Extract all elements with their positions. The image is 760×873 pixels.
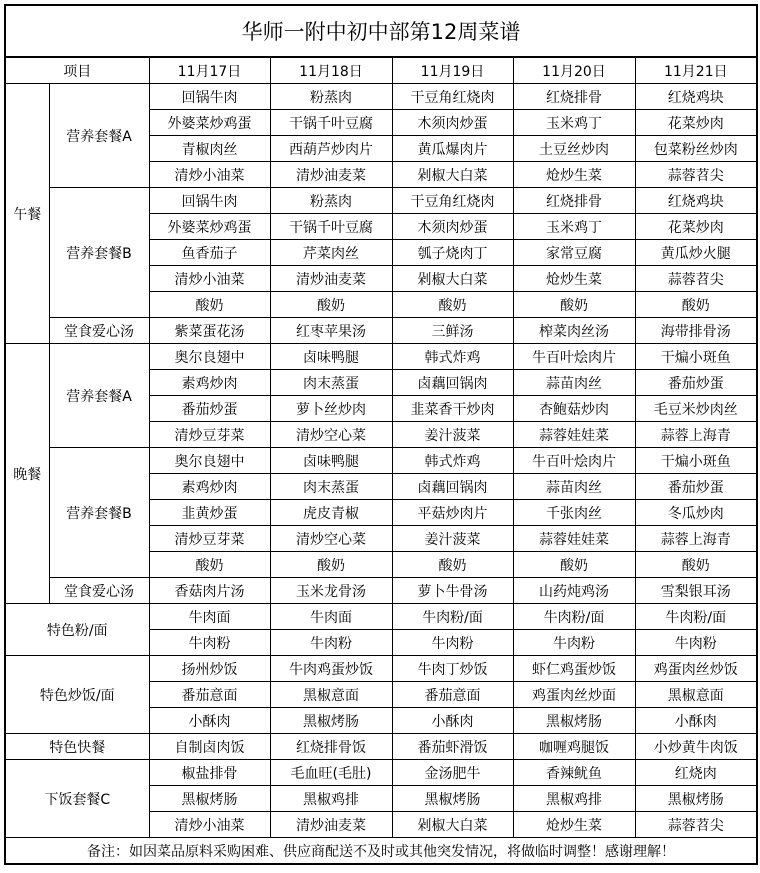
dish-cell: 三鲜汤 <box>392 318 513 344</box>
dish-cell: 牛肉鸡蛋炒饭 <box>270 656 392 682</box>
dish-cell: 瓠子烧肉丁 <box>392 240 513 266</box>
dish-cell: 清炒小油菜 <box>149 162 270 188</box>
dish-cell: 韩式炸鸡 <box>392 344 513 370</box>
dish-cell: 奥尔良翅中 <box>149 344 270 370</box>
set-label: 营养套餐A <box>49 84 149 188</box>
dish-cell: 西葫芦炒肉片 <box>270 136 392 162</box>
dish-cell: 清炒空心菜 <box>270 422 392 448</box>
dish-cell: 蒜蓉娃娃菜 <box>513 526 635 552</box>
set-label: 营养套餐A <box>49 344 149 448</box>
dish-cell: 牛肉面 <box>149 604 270 630</box>
category-label: 特色快餐 <box>5 734 149 760</box>
dish-cell: 黄瓜爆肉片 <box>392 136 513 162</box>
dish-cell: 清炒油麦菜 <box>270 162 392 188</box>
dish-cell: 牛肉丁炒饭 <box>392 656 513 682</box>
dish-cell: 炝炒生菜 <box>513 162 635 188</box>
dish-cell: 番茄意面 <box>149 682 270 708</box>
weekly-menu-table <box>4 4 758 865</box>
dish-cell: 玉米龙骨汤 <box>270 578 392 604</box>
dish-cell: 回锅牛肉 <box>149 188 270 214</box>
dish-cell: 牛肉粉/面 <box>513 604 635 630</box>
dish-cell: 酸奶 <box>270 292 392 318</box>
dish-cell: 玉米鸡丁 <box>513 214 635 240</box>
dish-cell: 素鸡炒肉 <box>149 370 270 396</box>
dish-cell: 紫菜蛋花汤 <box>149 318 270 344</box>
dish-cell: 毛豆米炒肉丝 <box>635 396 757 422</box>
dish-cell: 鸡蛋肉丝炒面 <box>513 682 635 708</box>
dish-cell: 海带排骨汤 <box>635 318 757 344</box>
table-row <box>5 734 757 760</box>
dish-cell: 干豆角红烧肉 <box>392 84 513 110</box>
dish-cell: 毛血旺(毛肚) <box>270 760 392 786</box>
dish-cell: 椒盐排骨 <box>149 760 270 786</box>
header-date: 11月20日 <box>513 57 635 84</box>
dish-cell: 干煸小斑鱼 <box>635 344 757 370</box>
dish-cell: 韭黄炒蛋 <box>149 500 270 526</box>
dish-cell: 肉末蒸蛋 <box>270 370 392 396</box>
dish-cell: 山药炖鸡汤 <box>513 578 635 604</box>
menu-title: 华师一附中初中部第12周菜谱 <box>5 5 757 57</box>
dish-cell: 鱼香茄子 <box>149 240 270 266</box>
dish-cell: 蒜苗肉丝 <box>513 370 635 396</box>
dish-cell: 千张肉丝 <box>513 500 635 526</box>
dish-cell: 黑椒烤肠 <box>149 786 270 812</box>
meal-label: 晚餐 <box>5 344 49 604</box>
dish-cell: 蒜蓉娃娃菜 <box>513 422 635 448</box>
dish-cell: 黑椒鸡排 <box>513 786 635 812</box>
dish-cell: 酸奶 <box>392 292 513 318</box>
dish-cell: 剁椒大白菜 <box>392 266 513 292</box>
dish-cell: 清炒豆芽菜 <box>149 422 270 448</box>
dish-cell: 虎皮青椒 <box>270 500 392 526</box>
dish-cell: 小酥肉 <box>149 708 270 734</box>
note-text: 备注：如因菜品原料采购困难、供应商配送不及时或其他突发情况，将做临时调整！感谢理解！ <box>5 838 757 865</box>
dish-cell: 清炒油麦菜 <box>270 266 392 292</box>
dish-cell: 黑椒意面 <box>270 682 392 708</box>
dish-cell: 牛肉粉/面 <box>392 604 513 630</box>
dish-cell: 牛肉粉 <box>149 630 270 656</box>
dish-cell: 香菇肉片汤 <box>149 578 270 604</box>
set-label: 堂食爱心汤 <box>49 318 149 344</box>
dish-cell: 番茄意面 <box>392 682 513 708</box>
dish-cell: 芹菜肉丝 <box>270 240 392 266</box>
dish-cell: 酸奶 <box>635 552 757 578</box>
dish-cell: 韭菜香干炒肉 <box>392 396 513 422</box>
dish-cell: 粉蒸肉 <box>270 188 392 214</box>
dish-cell: 蒜苗肉丝 <box>513 474 635 500</box>
dish-cell: 干豆角红烧肉 <box>392 188 513 214</box>
dish-cell: 黑椒鸡排 <box>270 786 392 812</box>
dish-cell: 外婆菜炒鸡蛋 <box>149 110 270 136</box>
dish-cell: 黑椒烤肠 <box>513 708 635 734</box>
dish-cell: 黑椒烤肠 <box>392 786 513 812</box>
category-label: 特色粉/面 <box>5 604 149 656</box>
dish-cell: 红烧肉 <box>635 760 757 786</box>
meal-label: 午餐 <box>5 84 49 344</box>
dish-cell: 小炒黄牛肉饭 <box>635 734 757 760</box>
table-row <box>5 760 757 786</box>
set-label: 营养套餐B <box>49 448 149 578</box>
dish-cell: 家常豆腐 <box>513 240 635 266</box>
dish-cell: 清炒油麦菜 <box>270 812 392 838</box>
category-label: 特色炒饭/面 <box>5 656 149 734</box>
dish-cell: 青椒肉丝 <box>149 136 270 162</box>
dish-cell: 卤藕回锅肉 <box>392 370 513 396</box>
dish-cell: 鸡蛋肉丝炒饭 <box>635 656 757 682</box>
dish-cell: 小酥肉 <box>635 708 757 734</box>
dish-cell: 卤味鸭腿 <box>270 448 392 474</box>
dish-cell: 肉末蒸蛋 <box>270 474 392 500</box>
dish-cell: 黑椒意面 <box>635 682 757 708</box>
note-row <box>5 838 757 865</box>
dish-cell: 牛百叶烩肉片 <box>513 448 635 474</box>
header-date: 11月17日 <box>149 57 270 84</box>
dish-cell: 牛肉面 <box>270 604 392 630</box>
header-item: 项目 <box>5 57 149 84</box>
dish-cell: 卤藕回锅肉 <box>392 474 513 500</box>
dish-cell: 雪梨银耳汤 <box>635 578 757 604</box>
dish-cell: 酸奶 <box>635 292 757 318</box>
dish-cell: 木须肉炒蛋 <box>392 214 513 240</box>
dish-cell: 回锅牛肉 <box>149 84 270 110</box>
header-row <box>5 57 757 84</box>
dish-cell: 清炒空心菜 <box>270 526 392 552</box>
dish-cell: 花菜炒肉 <box>635 110 757 136</box>
table-row <box>5 656 757 682</box>
dish-cell: 牛百叶烩肉片 <box>513 344 635 370</box>
dish-cell: 自制卤肉饭 <box>149 734 270 760</box>
table-row <box>5 578 757 604</box>
dish-cell: 蒜蓉上海青 <box>635 526 757 552</box>
dish-cell: 木须肉炒蛋 <box>392 110 513 136</box>
dish-cell: 小酥肉 <box>392 708 513 734</box>
dish-cell: 蒜蓉苕尖 <box>635 812 757 838</box>
dish-cell: 炝炒生菜 <box>513 812 635 838</box>
dish-cell: 炝炒生菜 <box>513 266 635 292</box>
dish-cell: 剁椒大白菜 <box>392 162 513 188</box>
dish-cell: 外婆菜炒鸡蛋 <box>149 214 270 240</box>
dish-cell: 杏鲍菇炒肉 <box>513 396 635 422</box>
dish-cell: 蒜蓉苕尖 <box>635 266 757 292</box>
dish-cell: 花菜炒肉 <box>635 214 757 240</box>
dish-cell: 粉蒸肉 <box>270 84 392 110</box>
dish-cell: 平菇炒肉片 <box>392 500 513 526</box>
table-row <box>5 448 757 474</box>
set-label: 营养套餐B <box>49 188 149 318</box>
dish-cell: 番茄炒蛋 <box>635 474 757 500</box>
dish-cell: 酸奶 <box>149 552 270 578</box>
dish-cell: 姜汁菠菜 <box>392 526 513 552</box>
dish-cell: 牛肉粉 <box>392 630 513 656</box>
dish-cell: 奥尔良翅中 <box>149 448 270 474</box>
dish-cell: 黑椒烤肠 <box>270 708 392 734</box>
dish-cell: 包菜粉丝炒肉 <box>635 136 757 162</box>
dish-cell: 土豆丝炒肉 <box>513 136 635 162</box>
set-label: 堂食爱心汤 <box>49 578 149 604</box>
table-row <box>5 604 757 630</box>
dish-cell: 干煸小斑鱼 <box>635 448 757 474</box>
dish-cell: 牛肉粉 <box>513 630 635 656</box>
dish-cell: 酸奶 <box>513 552 635 578</box>
dish-cell: 素鸡炒肉 <box>149 474 270 500</box>
category-label: 下饭套餐C <box>5 760 149 838</box>
dish-cell: 红烧鸡块 <box>635 188 757 214</box>
dish-cell: 酸奶 <box>270 552 392 578</box>
dish-cell: 剁椒大白菜 <box>392 812 513 838</box>
dish-cell: 牛肉粉/面 <box>635 604 757 630</box>
dish-cell: 萝卜丝炒肉 <box>270 396 392 422</box>
header-date: 11月18日 <box>270 57 392 84</box>
dish-cell: 干锅千叶豆腐 <box>270 214 392 240</box>
dish-cell: 酸奶 <box>149 292 270 318</box>
dish-cell: 韩式炸鸡 <box>392 448 513 474</box>
dish-cell: 清炒豆芽菜 <box>149 526 270 552</box>
table-row <box>5 84 757 110</box>
dish-cell: 红烧排骨 <box>513 188 635 214</box>
table-row <box>5 318 757 344</box>
dish-cell: 番茄虾滑饭 <box>392 734 513 760</box>
table-row <box>5 188 757 214</box>
dish-cell: 酸奶 <box>392 552 513 578</box>
dish-cell: 咖喱鸡腿饭 <box>513 734 635 760</box>
dish-cell: 红烧鸡块 <box>635 84 757 110</box>
dish-cell: 玉米鸡丁 <box>513 110 635 136</box>
dish-cell: 红烧排骨饭 <box>270 734 392 760</box>
dish-cell: 萝卜牛骨汤 <box>392 578 513 604</box>
dish-cell: 红枣苹果汤 <box>270 318 392 344</box>
dish-cell: 姜汁菠菜 <box>392 422 513 448</box>
dish-cell: 干锅千叶豆腐 <box>270 110 392 136</box>
dish-cell: 黑椒烤肠 <box>635 786 757 812</box>
dish-cell: 酸奶 <box>513 292 635 318</box>
dish-cell: 牛肉粉 <box>270 630 392 656</box>
table-row <box>5 344 757 370</box>
dish-cell: 金汤肥牛 <box>392 760 513 786</box>
dish-cell: 榨菜肉丝汤 <box>513 318 635 344</box>
dish-cell: 清炒小油菜 <box>149 266 270 292</box>
dish-cell: 蒜蓉上海青 <box>635 422 757 448</box>
dish-cell: 番茄炒蛋 <box>635 370 757 396</box>
dish-cell: 红烧排骨 <box>513 84 635 110</box>
dish-cell: 黄瓜炒火腿 <box>635 240 757 266</box>
dish-cell: 番茄炒蛋 <box>149 396 270 422</box>
dish-cell: 蒜蓉苕尖 <box>635 162 757 188</box>
header-date: 11月19日 <box>392 57 513 84</box>
dish-cell: 香辣鱿鱼 <box>513 760 635 786</box>
dish-cell: 清炒小油菜 <box>149 812 270 838</box>
dish-cell: 冬瓜炒肉 <box>635 500 757 526</box>
dish-cell: 扬州炒饭 <box>149 656 270 682</box>
header-date: 11月21日 <box>635 57 757 84</box>
dish-cell: 卤味鸭腿 <box>270 344 392 370</box>
dish-cell: 虾仁鸡蛋炒饭 <box>513 656 635 682</box>
dish-cell: 牛肉粉 <box>635 630 757 656</box>
